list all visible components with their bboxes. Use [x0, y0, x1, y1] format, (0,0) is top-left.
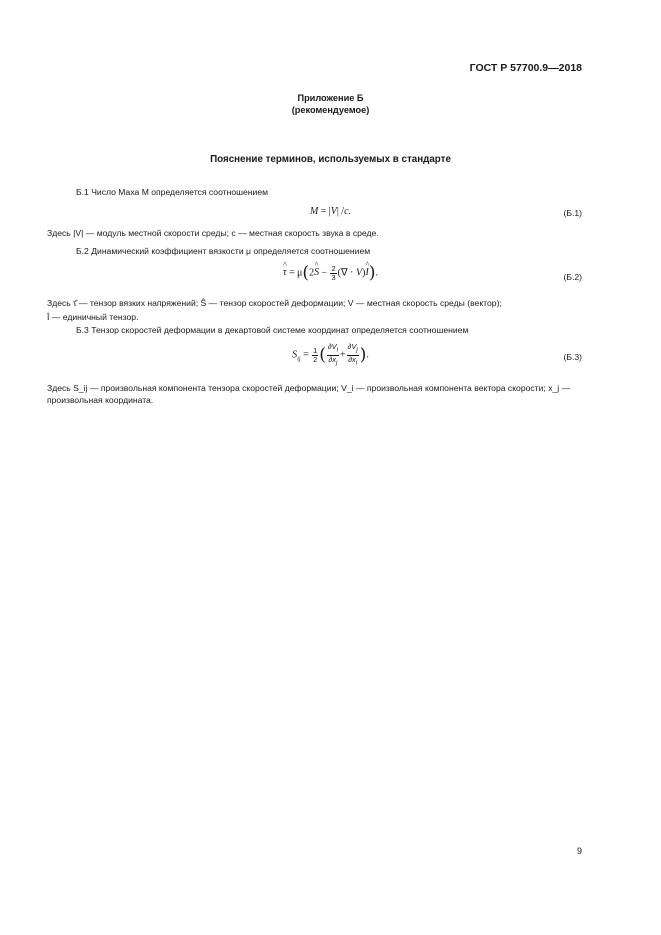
- b1-explanation: Здесь |V| — модуль местной скорости среды; c — местная скорость звука в среде.: [47, 228, 379, 238]
- section-title: Пояснение терминов, используемых в стандарте: [210, 154, 451, 165]
- b2-explanation-line2: Î — единичный тензор.: [47, 312, 139, 322]
- appendix-title: Приложение Б: [297, 93, 364, 103]
- document-standard-header: ГОСТ Р 57700.9—2018: [469, 62, 582, 74]
- b3-intro: Б.3 Тензор скоростей деформации в декартовой системе координат определяется соотношением: [76, 325, 469, 335]
- formula-b2: ^ τ = μ(2^ S − $\frac{2}{3}$ (∇ · V)^ I).: [0, 263, 661, 283]
- b3-explanation: Здесь S_ij — произвольная компонента тензора скоростей деформации; V_i — произвольная компонента вектора скорости; x_j — произвольная координата.: [47, 383, 571, 405]
- formula-b1: M = |V| /c.: [309, 206, 352, 217]
- formula-b3: $S_{ij}$ = $\frac{1}{2}$ ( $\frac{\partial V_i}{\partial x_j}$ + $\frac{\partial V_j}{\partial x_i}$ ).: [292, 342, 369, 366]
- b2-explanation-line1: Здесь τ̂ — тензор вязких напряжений; Ŝ — тензор скоростей деформации; V — местная скорость среды (вектор);: [47, 298, 502, 308]
- formula-b3-number: (Б.3): [563, 352, 582, 362]
- page-number: 9: [576, 846, 582, 856]
- formula-b2-number: (Б.2): [563, 272, 582, 282]
- b2-intro: Б.2 Динамический коэффициент вязкости μ определяется соотношением: [76, 246, 371, 256]
- b1-intro: Б.1 Число Маха M определяется соотношением: [76, 187, 269, 197]
- appendix-subtitle: (рекомендуемое): [291, 105, 370, 115]
- formula-b1-number: (Б.1): [563, 208, 582, 218]
